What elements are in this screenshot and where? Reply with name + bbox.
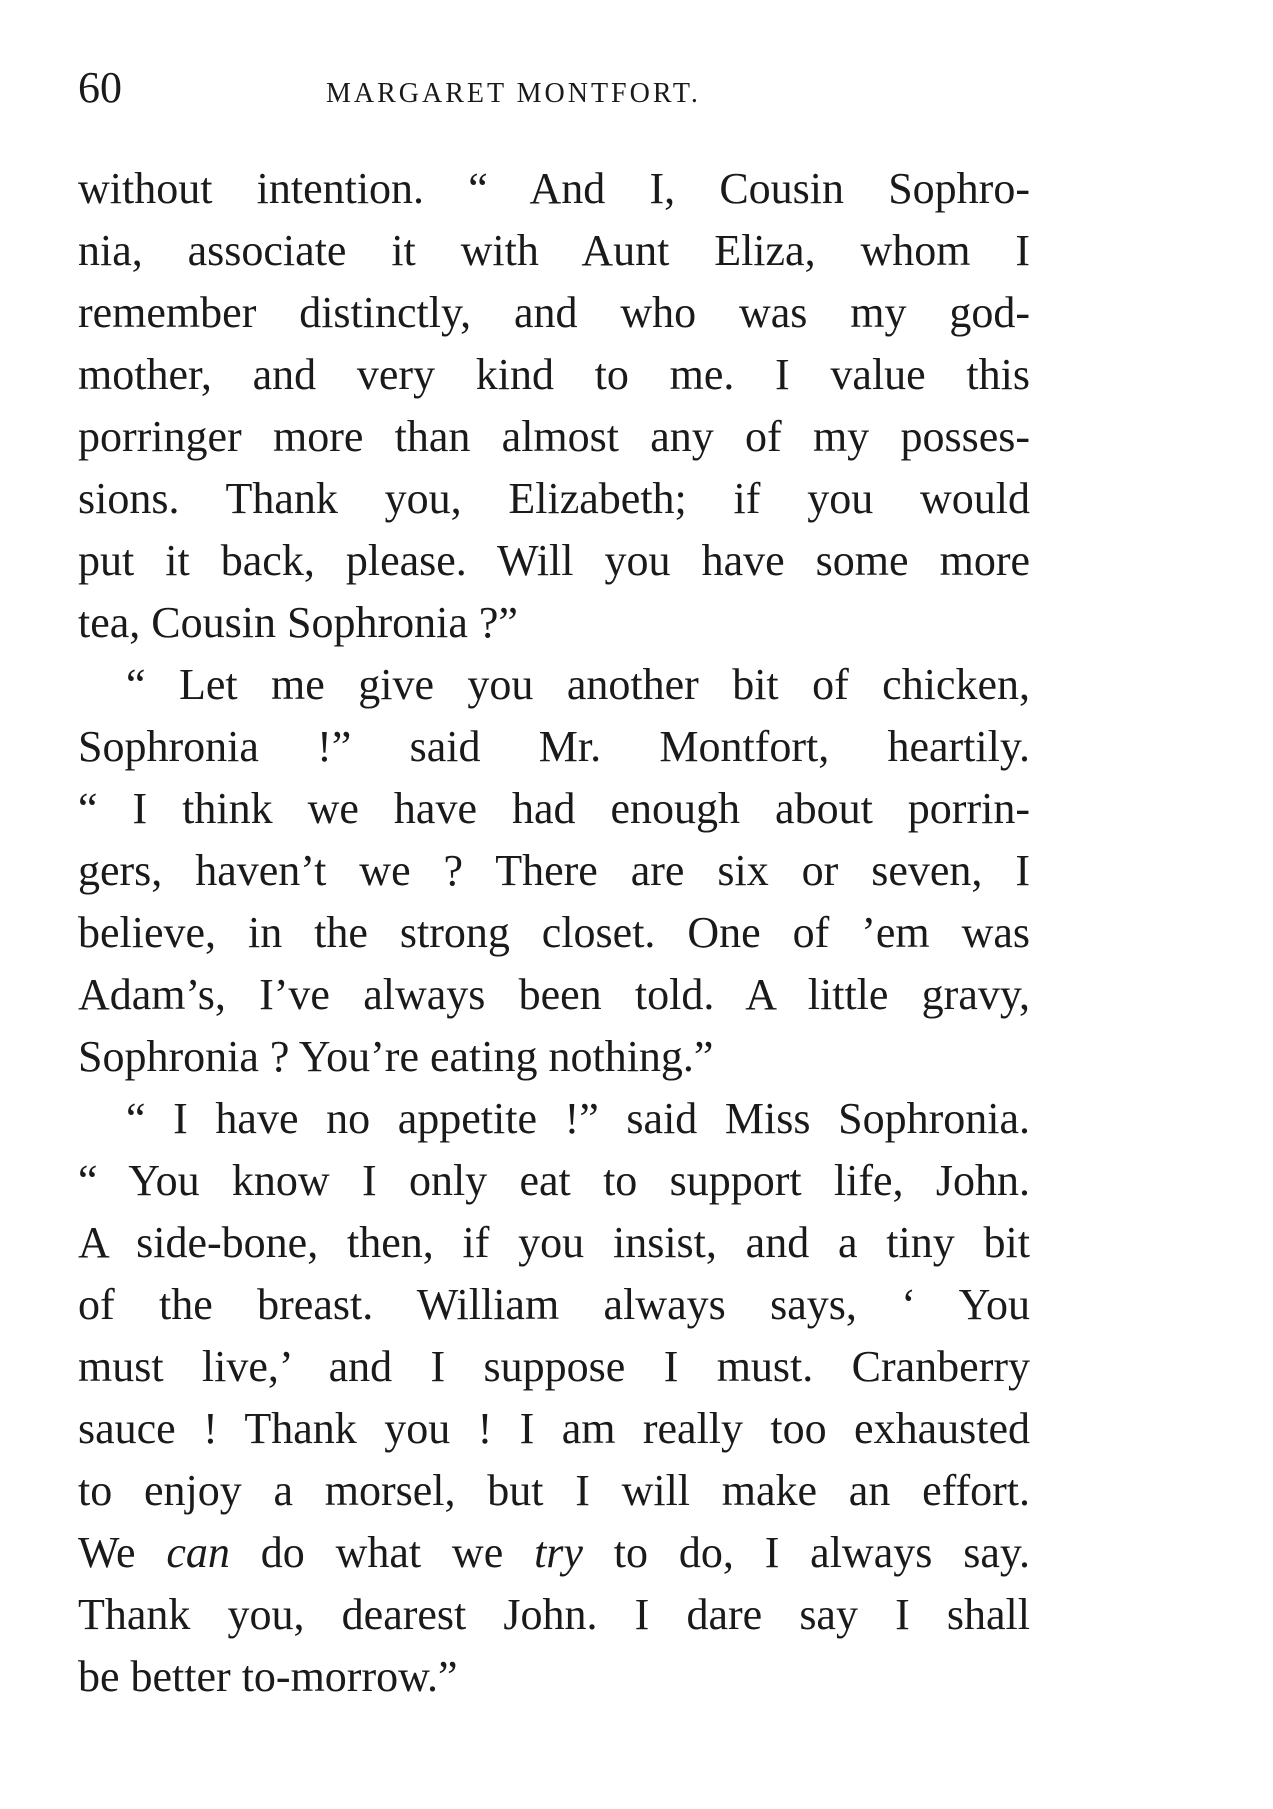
text-line: Sophronia !” said Mr. Montfort, heartily.	[78, 722, 1030, 771]
text-line: must live,’ and I suppose I must. Cranberry	[78, 1342, 1030, 1391]
text-segment: We	[78, 1528, 167, 1577]
text-line: “ You know I only eat to support life, John.	[78, 1156, 1030, 1205]
text-line: Adam’s, I’ve always been told. A little gravy,	[78, 970, 1030, 1019]
text-line: to enjoy a morsel, but I will make an effort.	[78, 1466, 1030, 1515]
text-segment: do what we	[229, 1528, 535, 1577]
emphasis-text: can	[166, 1528, 230, 1577]
text-line: put it back, please. Will you have some more	[78, 536, 1030, 585]
text-line: A side-bone, then, if you insist, and a tiny bit	[78, 1218, 1030, 1267]
text-line: nia, associate it with Aunt Eliza, whom I	[78, 226, 1030, 275]
text-line: believe, in the strong closet. One of ’em was	[78, 908, 1030, 957]
text-segment: to do, I always say.	[582, 1528, 1030, 1577]
text-line: “ I have no appetite !” said Miss Sophronia.	[126, 1094, 1030, 1143]
text-line: of the breast. William always says, ‘ You	[78, 1280, 1030, 1329]
book-title: MARGARET MONTFORT.	[326, 78, 701, 109]
text-line	[78, 1522, 1030, 1584]
emphasis-text: try	[534, 1528, 583, 1577]
text-line: sauce ! Thank you ! I am really too exhausted	[78, 1404, 1030, 1453]
text-line: Thank you, dearest John. I dare say I shall	[78, 1590, 1030, 1639]
page-number: 60	[78, 63, 122, 112]
text-line: porringer more than almost any of my posses-	[78, 412, 1030, 461]
running-head	[78, 58, 1030, 118]
text-line: be better to-morrow.”	[78, 1652, 458, 1701]
text-line: tea, Cousin Sophronia ?”	[78, 598, 518, 647]
text-line: “ I think we have had enough about porrin-	[78, 784, 1030, 833]
text-line: without intention. “ And I, Cousin Sophro-	[78, 164, 1030, 213]
text-line: Sophronia ? You’re eating nothing.”	[78, 1032, 714, 1081]
text-line: “ Let me give you another bit of chicken,	[126, 660, 1030, 709]
text-line: sions. Thank you, Elizabeth; if you would	[78, 474, 1030, 523]
text-line: mother, and very kind to me. I value this	[78, 350, 1030, 399]
body-text	[78, 158, 1030, 1708]
text-line: gers, haven’t we ? There are six or seven, I	[78, 846, 1030, 895]
text-line: remember distinctly, and who was my god-	[78, 288, 1030, 337]
